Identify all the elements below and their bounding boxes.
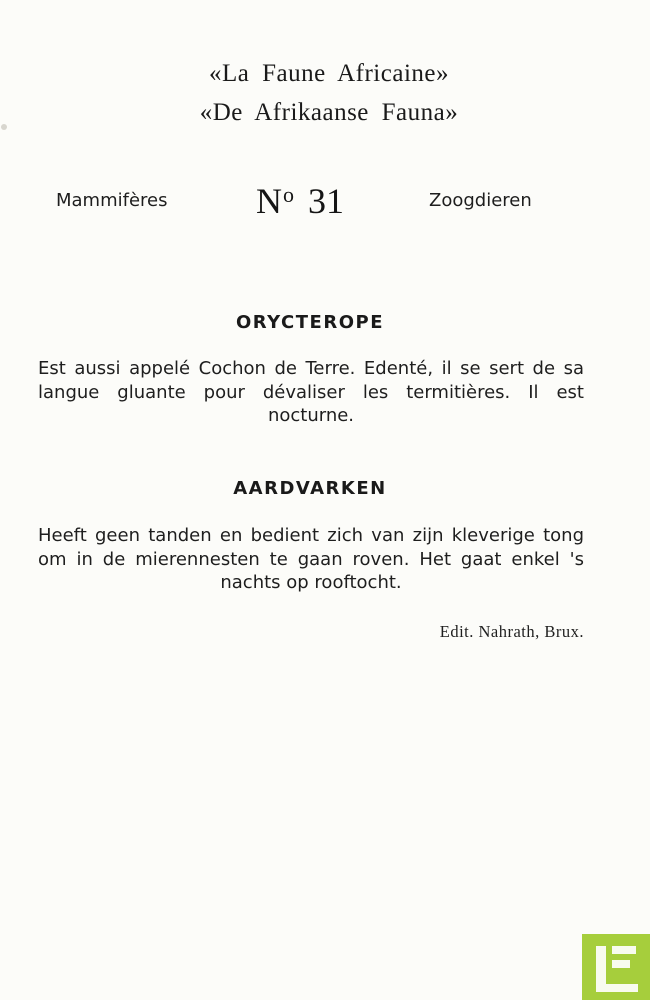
series-title-dutch: «De Afrikaanse Fauna» <box>199 99 459 126</box>
category-label-dutch: Zoogdieren <box>429 190 532 211</box>
number-prefix: N <box>256 181 282 221</box>
publisher-credit: Edit. Nahrath, Brux. <box>439 622 584 641</box>
animal-name-dutch: AARDVARKEN <box>233 478 387 499</box>
description-dutch: Heeft geen tanden en bedient zich van zijn kleverige tong om in de mierennesten te gaan roven. Het gaat enkel 's nachts op rooftocht. <box>38 525 584 593</box>
description-french: Est aussi appelé Cochon de Terre. Edenté, il se sert de sa langue gluante pour dévaliser les termitières. Il est nocturne. <box>38 358 584 426</box>
watermark-shape-icon <box>582 934 650 1000</box>
number-superscript: o <box>283 182 294 207</box>
card-number <box>256 180 344 222</box>
catalogue-watermark-logo-icon <box>582 934 650 1000</box>
category-label-french: Mammifères <box>56 190 168 211</box>
number-value: 31 <box>308 181 344 221</box>
animal-name-french: ORYCTEROPE <box>235 312 384 333</box>
series-title-french: «La Faune Africaine» <box>209 60 449 87</box>
